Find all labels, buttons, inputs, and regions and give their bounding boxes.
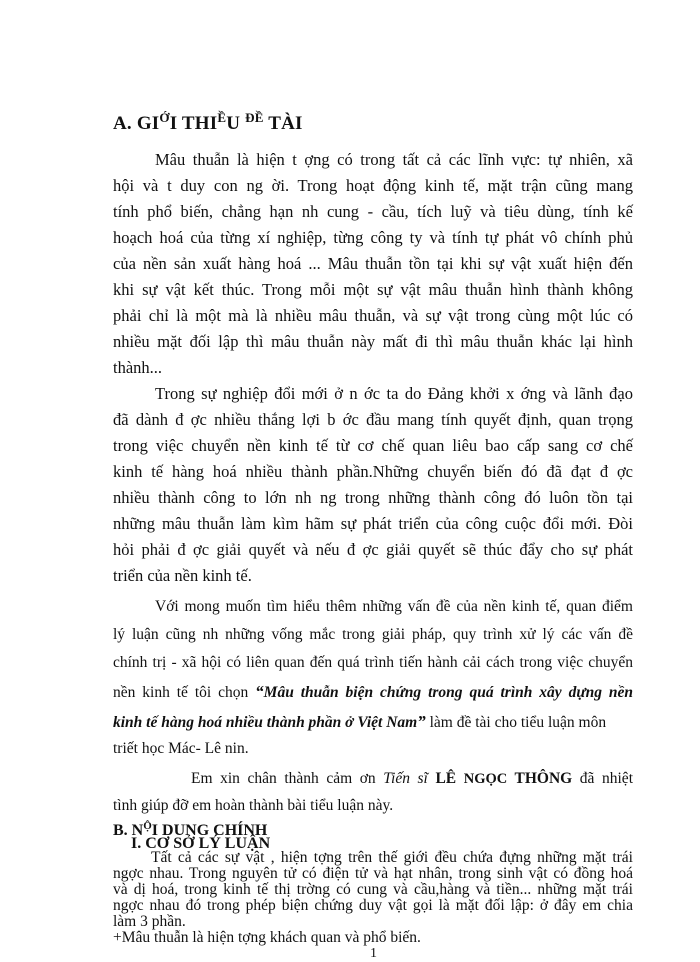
paragraph-line: Mâu thuẫn là hiện t ợng có trong tất cả các lĩnh vực: tự nhiên, xã [155, 150, 633, 169]
heading-text: B. N [113, 822, 144, 839]
paragraph-line: triển của nền kinh tế. [113, 566, 252, 585]
page-number: 1 [370, 946, 377, 961]
heading-text: U [226, 113, 246, 134]
paragraph-line: nhiều mặt đối lập thì mâu thuẫn này mất đi thì mâu thuẫn khác lại hình [113, 332, 633, 351]
paragraph-line: khi sự vật kết thúc. Trong mỗi một sự vật mâu thuẫn hình thành không [113, 280, 633, 299]
paragraph-line: Tất cả các sự vật , hiện tợng trên thế giới đều chứa đựng những mặt trái [151, 849, 633, 866]
essay-title: kinh tế hàng hoá nhiều thành phần ở Việt Nam [113, 714, 418, 731]
heading-text: I DUNG CHÍNH [151, 822, 268, 839]
paragraph-line [113, 682, 633, 702]
heading-text: Ớ [159, 110, 170, 125]
paragraph-line: của nền sản xuất hàng hoá ... Mâu thuẫn tồn tại khi sự vật xuất hiện đến [113, 254, 633, 273]
close-quote: ” [417, 712, 426, 731]
paragraph-line: Trong sự nghiệp đổi mới ở n ớc ta do Đảng khởi x ớng và lãnh đạo [155, 384, 633, 403]
paragraph-line: phải chỉ là một mà là nhiều mâu thuẫn, và sự vật trong cùng một lúc có [113, 306, 633, 325]
heading-text: Ề [217, 110, 227, 125]
text-span: làm đề tài cho tiểu luận môn [425, 714, 607, 731]
text-span: nền kinh tế tôi chọn [113, 684, 256, 701]
paragraph-line: nhiều thành công to lớn nh ng trong những thành công đó luôn tồn tại [113, 488, 633, 507]
paragraph-line: ngợc nhau đó trong phép biện chứng duy vật gọi là mặt đối lập: ở đây em chia [113, 897, 633, 914]
paragraph-line: Với mong muốn tìm hiểu thêm những vấn đề của nền kinh tế, quan điểm [155, 598, 633, 615]
paragraph-line: lý luận cũng nh những vống mắc trong giải pháp, quy trình xử lý các vấn đề [113, 626, 633, 643]
paragraph-line: làm 3 phần. [113, 913, 186, 930]
text-span: đã nhiệt [572, 770, 633, 787]
heading-text: I THI [169, 113, 218, 134]
paragraph-line: chính trị - xã hội có liên quan đến quá trình tiến hành cải cách trong việc chuyển [113, 654, 633, 671]
paragraph-line [113, 712, 633, 732]
paragraph-line [113, 770, 633, 788]
essay-title: Mâu thuẫn biện chứng trong quá trình xây dựng nền [263, 684, 634, 701]
paragraph-line: ngợc nhau. Trong nguyên tử có điện tử và hạt nhân, trong sinh vật có đồng hoá [113, 865, 633, 882]
paragraph-line: những mâu thuẫn làm kìm hãm sự phát triển của công cuộc đổi mới. Đòi [113, 514, 633, 533]
paragraph-line: triết học Mác- Lê nin. [113, 740, 249, 757]
paragraph-line: và dị hoá, trong kinh tế thị trờng có cung và cầu,hàng và tiền... những mặt trái [113, 881, 633, 898]
heading-text: A. GI [113, 113, 160, 134]
subsection-heading: I. CƠ SỞ LÝ LUẬN [131, 835, 271, 852]
section-a-heading [113, 110, 303, 135]
advisor-name: LÊ [435, 770, 464, 787]
text-span: Em xin chân thành cảm ơn [191, 770, 384, 787]
bullet-line: +Mâu thuẫn là hiện tợng khách quan và phổ biến. [113, 929, 421, 946]
advisor-name: THÔNG [507, 770, 573, 787]
paragraph-line: đã dành đ ợc nhiều thắng lợi b ớc đầu mang tính quyết định, quan trọng [113, 410, 633, 429]
paragraph-line: thành... [113, 358, 163, 377]
heading-text: Ộ [143, 820, 152, 832]
paragraph-line: hỏi phải đ ợc giải quyết và nếu đ ợc giải quyết sẽ thúc đẩy cho sự phát [113, 540, 633, 559]
paragraph-line: tình giúp đỡ em hoàn thành bài tiểu luận này. [113, 797, 394, 814]
heading-text: ĐỀ [245, 110, 264, 125]
advisor-name: NGỌC [463, 771, 508, 787]
paragraph-line: trong việc chuyển nền kinh tế từ cơ chế quan liêu bao cấp sang cơ chế [113, 436, 633, 455]
heading-text: TÀI [263, 113, 303, 134]
paragraph-line: hoạch hoá của từng xí nghiệp, từng công ty và tính tự phát vô chính phủ [113, 228, 633, 247]
paragraph-line: tính phổ biến, chẳng hạn nh cung - cầu, tích luỹ và tiêu dùng, tính kế [113, 202, 633, 221]
paragraph-line: kinh tế hàng hoá nhiều thành phần.Những chuyển biến đó đã đạt đ ợc [113, 462, 633, 481]
open-quote: “ [255, 682, 264, 701]
paragraph-line: hội và t duy con ng ời. Trong hoạt động kinh tế, mặt trận cũng mang [113, 176, 633, 195]
academic-title: Tiến sĩ [383, 770, 428, 787]
